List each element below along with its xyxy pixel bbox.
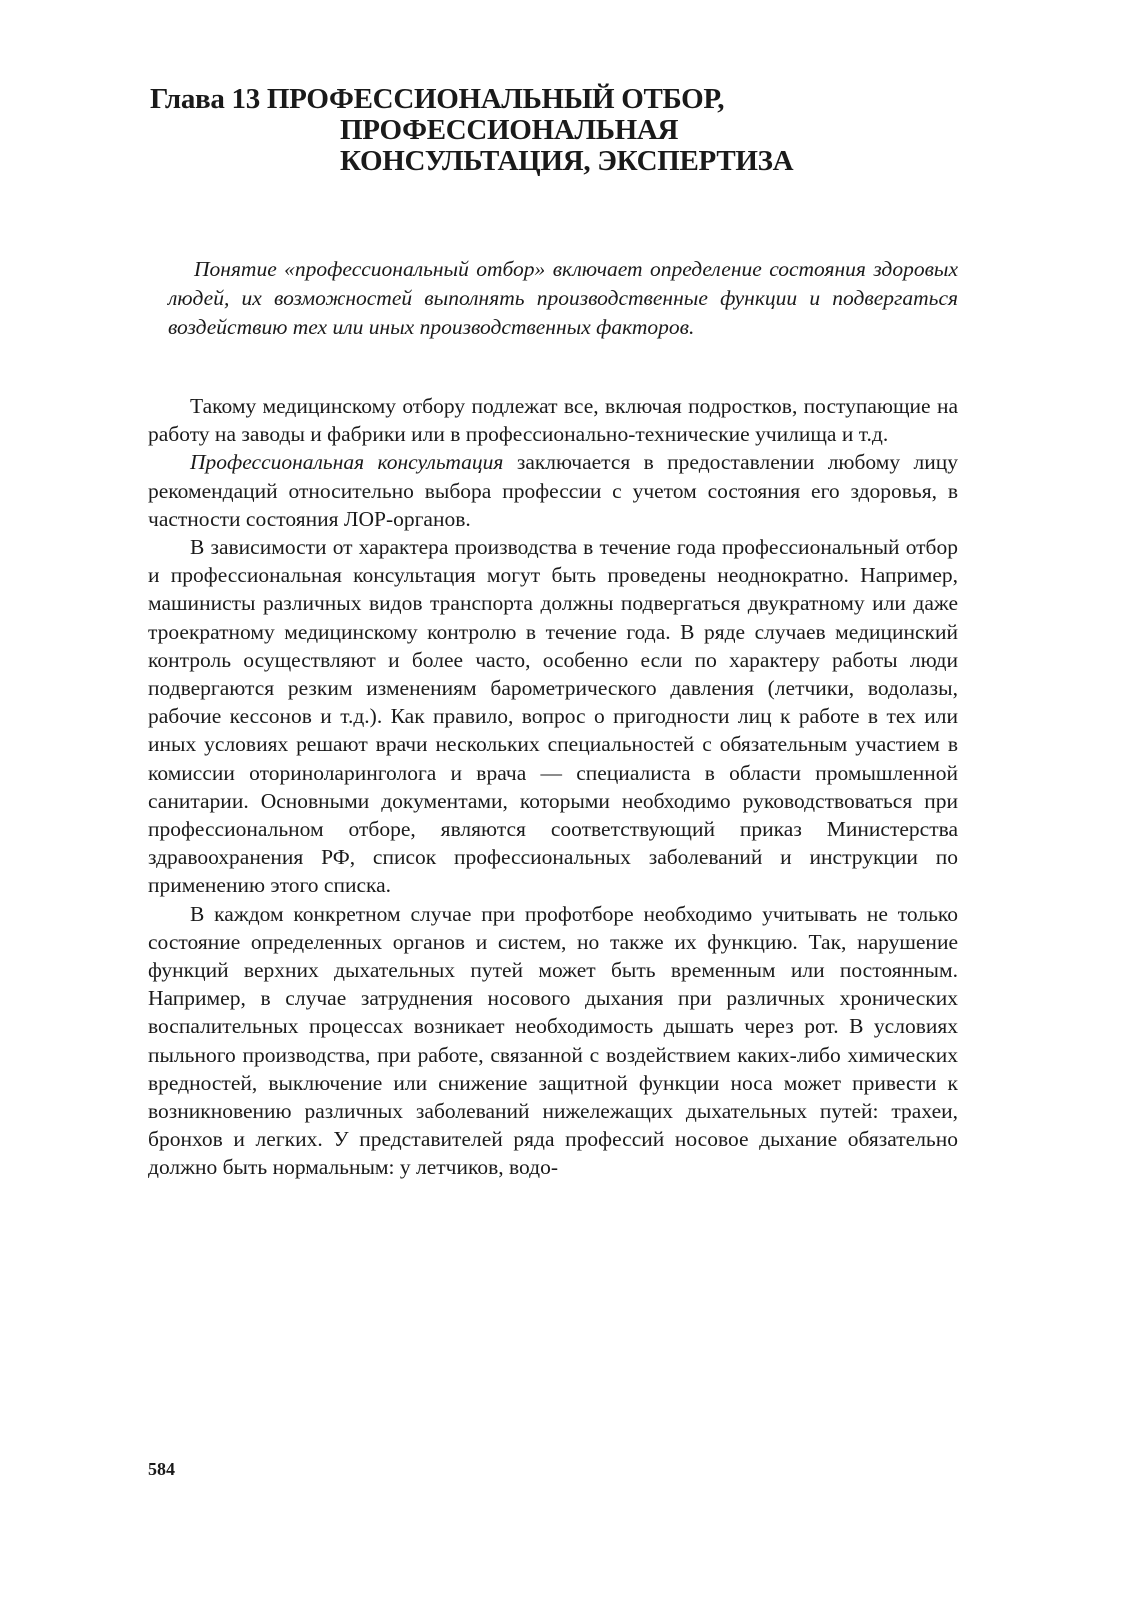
body-text	[148, 392, 958, 1182]
paragraph-2	[148, 448, 958, 533]
page-number: 584	[148, 1459, 175, 1479]
chapter-title	[150, 84, 910, 177]
chapter-title-line-2: ПРОФЕССИОНАЛЬНАЯ	[340, 114, 679, 146]
lead-abstract	[168, 255, 958, 342]
paragraph-3: В зависимости от характера производства в течение года профессиональный отбор и профессиональная консультация могут быть проведены неоднократно. Например, машинисты различных видов транспорта должны подвергаться двукратному или даже троекратному медицинскому контролю в течение года. В ряде случаев медицинский контроль осуществляют и более часто, особенно если по характеру работы люди подвергаются резким изменениям барометрического давления (летчики, водолазы, рабочие кессонов и т.д.). Как правило, вопрос о пригодности лиц к работе в тех или иных условиях решают врачи нескольких специальностей с обязательным участием в комиссии оториноларинголога и врача — специалиста в области промышленной санитарии. Основными документами, которыми необходимо руководствоваться при профессиональном отборе, являются соответствующий приказ Министерства здравоохранения РФ, список профессиональных заболеваний и инструкции по применению этого списка.	[148, 535, 958, 898]
lead-paragraph: Понятие «профессиональный отбор» включает определение состояния здоровых людей, их возможностей выполнять производственные функции и подвергаться воздействию тех или иных производственных факторов.	[168, 257, 958, 339]
chapter-title-line-1: Глава 13 ПРОФЕССИОНАЛЬНЫЙ ОТБОР,	[150, 83, 725, 115]
paragraph-2-text: заключается в предоставлении любому лицу рекомендаций относительно выбора профессии с учетом состояния его здоровья, в частности состояния ЛОР-органов.	[148, 450, 959, 531]
paragraph-4: В каждом конкретном случае при профотборе необходимо учитывать не только состояние определенных органов и систем, но также их функцию. Так, нарушение функций верхних дыхательных путей может быть временным или постоянным. Например, в случае затруднения носового дыхания при различных хронических воспалительных процессах возникает необходимость дышать через рот. В условиях пыльного производства, при работе, связанной с воздействием каких-либо химических вредностей, выключение или снижение защитной функции носа может привести к возникновению различных заболеваний нижележащих дыхательных путей: трахеи, бронхов и легких. У представителей ряда профессий носовое дыхание обязательно должно быть нормальным: у летчиков, водо-	[148, 901, 958, 1180]
term-professional-consultation: Профессиональная консультация	[190, 450, 504, 475]
chapter-title-line-3: КОНСУЛЬТАЦИЯ, ЭКСПЕРТИЗА	[340, 145, 794, 177]
paragraph-1: Такому медицинскому отбору подлежат все, включая подростков, поступающие на работу на заводы и фабрики или в профессионально-технические училища и т.д.	[148, 394, 958, 447]
